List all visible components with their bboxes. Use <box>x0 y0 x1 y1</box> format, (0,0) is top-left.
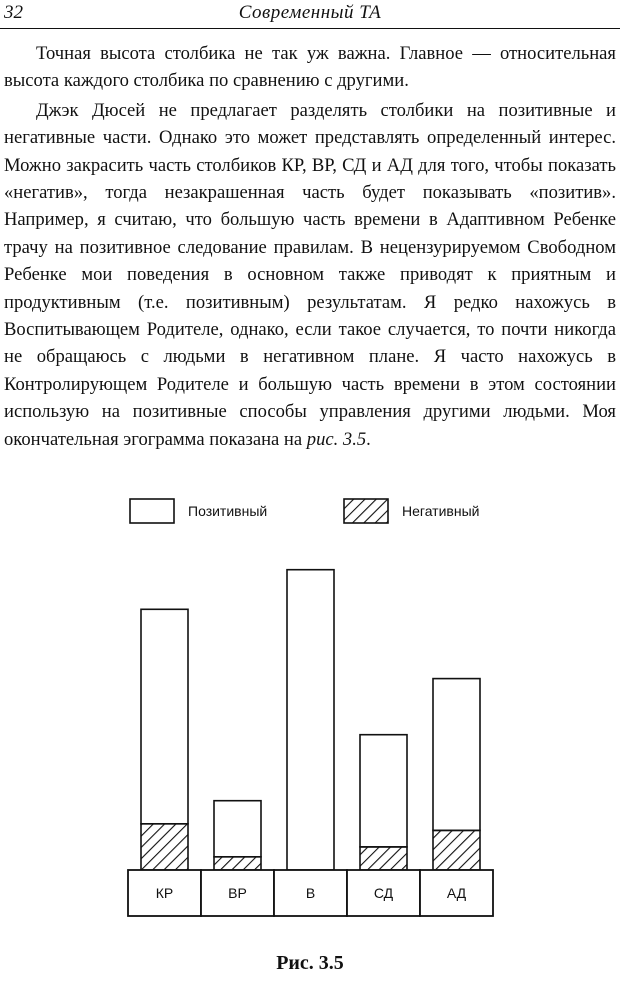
bar-positive-cat-4 <box>360 735 407 847</box>
bar-positive-cat-3 <box>287 570 334 870</box>
legend-label-positive: Позитивный <box>188 503 268 519</box>
bar-positive-cat-5 <box>433 679 480 831</box>
header-rule <box>0 28 620 29</box>
bar-positive-cat-1 <box>141 609 188 824</box>
paragraph-2-end: . <box>366 428 371 450</box>
paragraph-1: Точная высота столбика не так уж важна. Главное — относительная высота каждого столбика по сравнению с другими. <box>4 43 616 92</box>
egogram-chart <box>0 490 620 930</box>
category-label-cat-3: В <box>305 885 316 901</box>
figure-caption: Рис. 3.5 <box>276 952 344 974</box>
chart-legend <box>130 499 479 523</box>
bar-negative-cat-2 <box>214 857 261 870</box>
chart-category-axis <box>128 870 493 916</box>
legend-label-negative: Негативный <box>402 503 480 519</box>
category-label-cat-2: ВР <box>228 885 247 901</box>
chart-bars <box>141 570 480 870</box>
page-header <box>0 0 620 30</box>
bar-negative-cat-1 <box>141 824 188 870</box>
category-label-cat-5: АД <box>446 885 467 901</box>
paragraph-2 <box>4 97 616 453</box>
category-label-cat-4: СД <box>373 885 394 901</box>
page-number: 32 <box>4 2 23 23</box>
bar-positive-cat-2 <box>214 801 261 857</box>
bar-negative-cat-4 <box>360 847 407 870</box>
body-text <box>4 40 616 453</box>
paragraph-2-text: Джэк Дюсей не предлагает разделять столбики на позитивные и негативные части. Однако это может представлять определенный интерес. Можно закрасить часть столбиков КР, ВР, СД и АД для того, чтобы показать «негатив», тогда незакрашенная часть будет показывать «позитив». Например, я считаю, что большую часть времени в Адаптивном Ребенке трачу на позитивное следование правилам. В нецензурируемом Свободном Ребенке мои поведения в основном также приводят к приятным и продуктивным (т.е. позитивным) результатам. Я редко нахожусь в Воспитывающем Родителе, однако, если такое случается, то почти никогда не обращаюсь с людьми в негативном плане. Я часто нахожусь в Контролирующем Родителе и большую часть времени в этом состоянии использую на позитивные способы управления другими людьми. Моя окончательная эгограмма показана на <box>4 99 616 450</box>
figure-reference: рис. 3.5 <box>306 428 367 450</box>
category-label-cat-1: КР <box>155 885 174 901</box>
running-title: Современный ТА <box>238 2 382 23</box>
legend-swatch-negative <box>344 499 388 523</box>
bar-negative-cat-5 <box>433 830 480 870</box>
legend-swatch-positive <box>130 499 174 523</box>
